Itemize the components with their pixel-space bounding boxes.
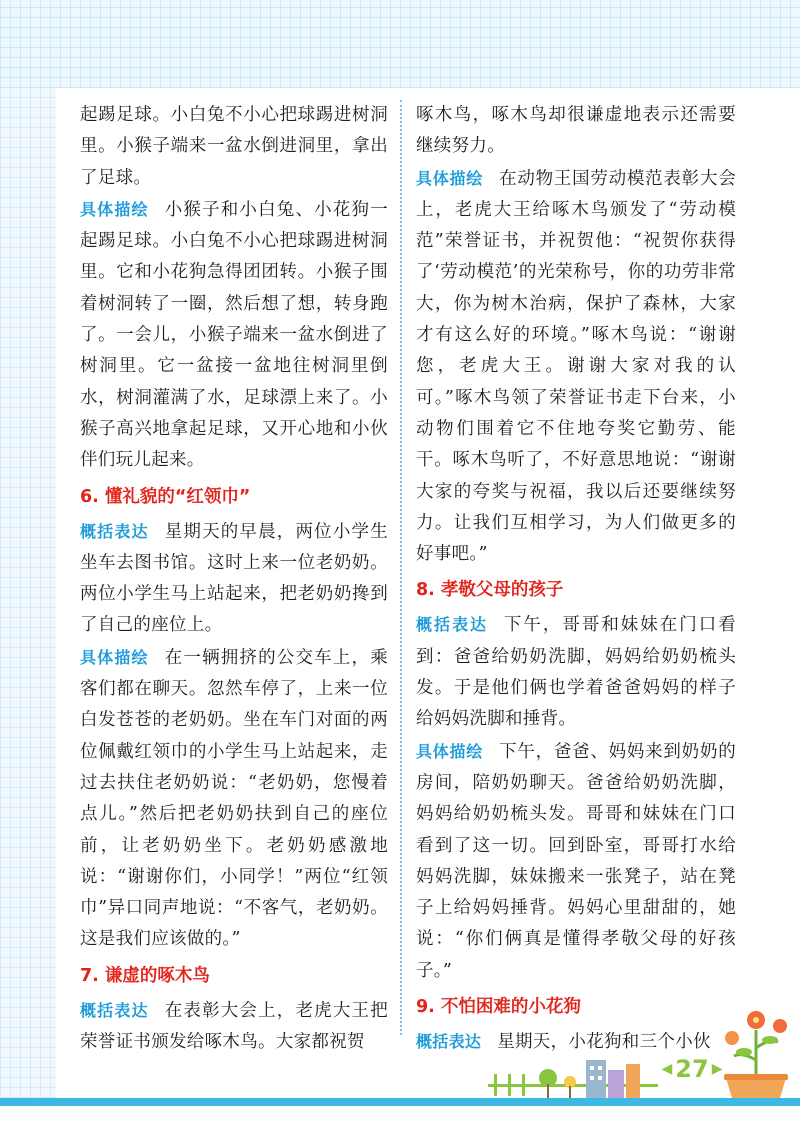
section-label: 具体描绘 xyxy=(416,741,484,761)
arrow-right-icon: ▶ xyxy=(711,1061,723,1077)
paragraph: 啄木鸟，啄木鸟却很谦虚地表示还需要继续努力。 xyxy=(416,105,736,157)
tree-icon xyxy=(539,1069,576,1098)
section-heading: 8. 孝敬父母的孩子 xyxy=(416,580,564,601)
building-icon xyxy=(586,1060,640,1098)
town-illustration xyxy=(488,1040,668,1100)
section-label: 具体描绘 xyxy=(80,199,149,219)
page-number-badge xyxy=(662,1054,722,1084)
left-grid-decoration xyxy=(0,88,56,1098)
section-label: 概括表达 xyxy=(416,1032,482,1052)
potted-plant-illustration xyxy=(718,990,794,1100)
flower-pot-icon xyxy=(724,1074,788,1098)
left-column xyxy=(80,100,388,1058)
section-label: 具体描绘 xyxy=(80,647,149,667)
paragraph: 具体描绘 小猴子和小白兔、小花狗一起踢足球。小白兔不小心把球踢进树洞里。它和小花狗急得团团转。小猴子围着树洞转了一圈，然后想了想，转身跑了。一会儿，小猴子端来一盆水倒进了树洞里。它一盆接一盆地往树洞里倒水，树洞灌满了水，足球漂上来了。小猴子高兴地拿起足球，又开心地和小伙伴们玩儿起来。 xyxy=(80,199,388,471)
paragraph: 概括表达 星期天的早晨，两位小学生坐车去图书馆。这时上来一位老奶奶。两位小学生马上站起来，把老奶奶搀到了自己的座位上。 xyxy=(80,521,388,636)
right-column xyxy=(416,100,736,1058)
paragraph: 具体描绘 在一辆拥挤的公交车上，乘客们都在聊天。忽然车停了，上来一位白发苍苍的老奶奶。坐在车门对面的两位佩戴红领巾的小学生马上站起来，走过去扶住老奶奶说：“老奶奶，您慢着点儿。”然后把老奶奶扶到自己的座位前，让老奶奶坐下。老奶奶感激地说：“谢谢你们，小同学！”两位“红领巾”异口同声地说：“不客气，老奶奶。这是我们应该做的。” xyxy=(80,647,388,950)
page-number: 27 xyxy=(675,1055,709,1083)
paragraph: 起踢足球。小白兔不小心把球踢进树洞里。小猴子端来一盆水倒进洞里，拿出了足球。 xyxy=(80,105,388,188)
section-heading: 9. 不怕困难的小花狗 xyxy=(416,997,581,1018)
section-label: 概括表达 xyxy=(80,1000,149,1020)
column-divider xyxy=(400,100,402,1035)
paragraph: 概括表达 在表彰大会上，老虎大王把荣誉证书颁发给啄木鸟。大家都祝贺 xyxy=(80,1000,388,1053)
paragraph: 概括表达 星期天，小花狗和三个小伙 xyxy=(416,1032,711,1053)
top-grid-decoration xyxy=(0,0,800,88)
paragraph: 概括表达 下午，哥哥和妹妹在门口看到：爸爸给奶奶洗脚，妈妈给奶奶梳头发。于是他们俩也学着爸爸妈妈的样子给妈妈洗脚和捶背。 xyxy=(416,615,736,730)
paragraph: 具体描绘 在动物王国劳动模范表彰大会上，老虎大王给啄木鸟颁发了“劳动模范”荣誉证书，并祝贺他：“祝贺你获得了‘劳动模范’的光荣称号，你的功劳非常大，你为树木治病，保护了森林，大家才有这么好的环境。”啄木鸟说：“谢谢您，老虎大王。谢谢大家对我的认可。”啄木鸟领了荣誉证书走下台来，小动物们围着它不住地夸奖它勤劳、能干。啄木鸟听了，不好意思地说：“谢谢大家的夸奖与祝福，我以后还要继续努力。让我们互相学习，为人们做更多的好事吧。” xyxy=(416,168,737,565)
section-label: 概括表达 xyxy=(80,521,149,541)
arrow-left-icon: ◀ xyxy=(661,1061,673,1077)
footer-bar xyxy=(0,1098,800,1106)
section-heading: 6. 懂礼貌的“红领巾” xyxy=(80,486,251,507)
paragraph: 具体描绘 下午，爸爸、妈妈来到奶奶的房间，陪奶奶聊天。爸爸给奶奶洗脚，妈妈给奶奶梳头发。哥哥和妹妹在门口看到了这一切。回到卧室，哥哥打水给妈妈洗脚，妹妹搬来一张凳子，站在凳子上给妈妈捶背。妈妈心里甜甜的，她说：“你们俩真是懂得孝敬父母的好孩子。” xyxy=(416,741,737,981)
section-heading: 7. 谦虚的啄木鸟 xyxy=(80,965,210,986)
section-label: 概括表达 xyxy=(416,615,488,635)
section-label: 具体描绘 xyxy=(416,168,484,188)
